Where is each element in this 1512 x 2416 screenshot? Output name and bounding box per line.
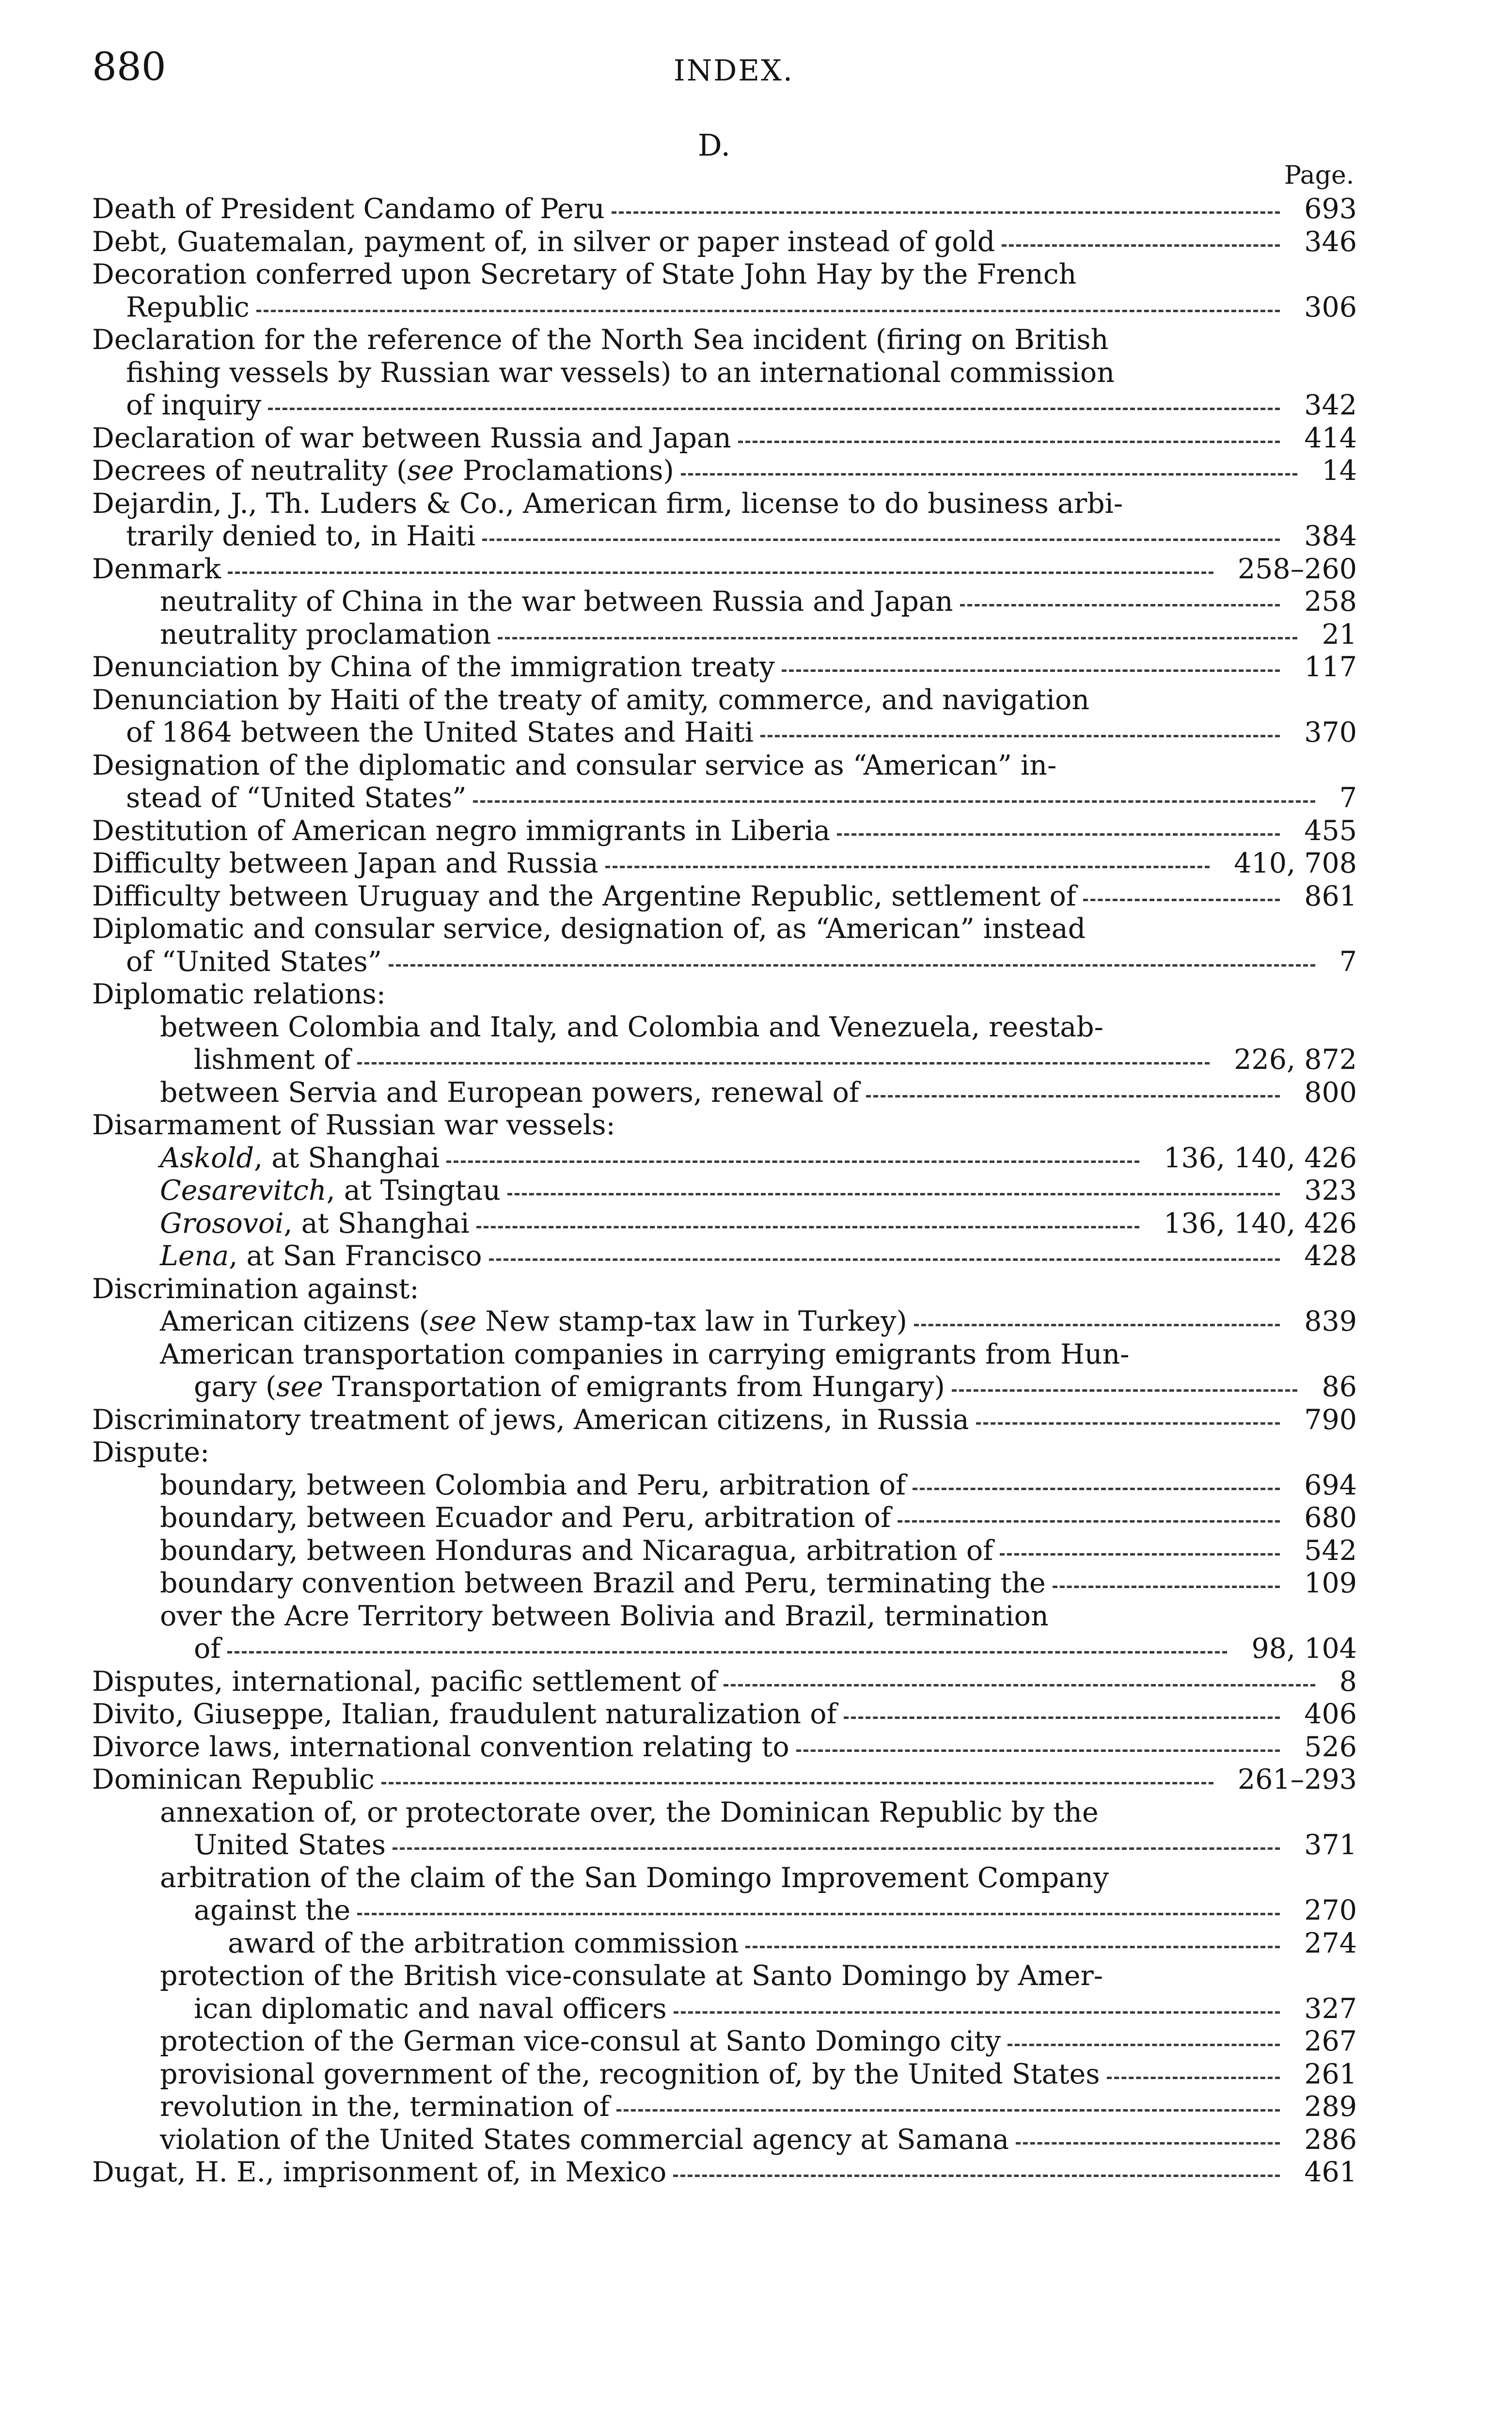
page-reference: 289: [1304, 2091, 1357, 2123]
entry-text: United States: [194, 1829, 386, 1861]
dot-leader: [357, 1913, 1280, 1915]
index-line: [92, 1044, 1357, 1077]
index-line: [92, 1142, 1357, 1175]
index-line: [92, 1666, 1357, 1699]
index-line: [92, 1469, 1357, 1502]
index-line: [92, 1862, 1357, 1895]
page-reference: 542: [1304, 1534, 1357, 1567]
page-reference: 410, 708: [1234, 847, 1357, 879]
page-reference: 790: [1304, 1403, 1357, 1436]
dot-leader: [1016, 2142, 1280, 2145]
entry-text: Death of President Candamo of Peru: [92, 193, 605, 225]
entry-text: revolution in the, termination of: [160, 2091, 610, 2123]
entry-text: Discrimination against:: [92, 1272, 419, 1305]
entry-text: protection of the British vice-consulate at Santo Domingo by Amer-: [160, 1960, 1103, 1992]
entry-text: between Colombia and Italy, and Colombia and Venezuela, reestab-: [160, 1011, 1103, 1043]
dot-leader: [393, 1847, 1280, 1850]
entry-text: Decrees of neutrality (see Proclamations): [92, 455, 674, 487]
dot-leader: [796, 1749, 1280, 1752]
dot-leader: [612, 211, 1280, 214]
index-line: [92, 880, 1357, 913]
dot-leader: [976, 1422, 1280, 1425]
index-line: [92, 193, 1357, 226]
entry-text: Cesarevitch, at Tsingtau: [160, 1175, 501, 1207]
index-line: [92, 1011, 1357, 1044]
page-reference: 370: [1304, 716, 1357, 748]
entry-text: boundary, between Colombia and Peru, arbitration of: [160, 1469, 906, 1501]
entry-text: Republic: [126, 291, 250, 323]
index-line: [92, 749, 1357, 782]
entry-text: Grosovoi, at Shanghai: [160, 1207, 470, 1240]
dot-leader: [357, 1062, 1210, 1065]
entry-text: Difficulty between Uruguay and the Argentine Republic, settlement of: [92, 880, 1076, 912]
entry-text: American citizens (see New stamp-tax law in Turkey): [160, 1305, 907, 1337]
page-reference: 267: [1304, 2025, 1357, 2057]
entry-text: Divorce laws, international convention relating to: [92, 1731, 789, 1763]
page-reference: 286: [1304, 2123, 1357, 2156]
dot-leader: [389, 964, 1315, 967]
dot-leader: [268, 408, 1280, 410]
index-line: [92, 1731, 1357, 1764]
page-reference: 861: [1304, 880, 1357, 912]
dot-leader: [738, 441, 1280, 443]
entry-text: stead of “United States”: [126, 782, 467, 814]
index-line: [92, 1960, 1357, 1993]
dot-leader: [498, 637, 1297, 639]
index-line: [92, 684, 1357, 717]
entry-text: boundary, between Honduras and Nicaragua, arbitration of: [160, 1534, 993, 1567]
index-line: [92, 1305, 1357, 1338]
dot-leader: [1107, 2077, 1280, 2079]
entry-text: Denunciation by China of the immigration treaty: [92, 651, 775, 683]
entry-text: Destitution of American negro immigrants in Liberia: [92, 814, 831, 847]
index-line: [92, 455, 1357, 488]
index-line: [92, 946, 1357, 979]
index-line: [92, 1567, 1357, 1600]
entry-text: Declaration of war between Russia and Japan: [92, 422, 731, 454]
entry-text: over the Acre Territory between Bolivia and Brazil, termination: [160, 1600, 1049, 1632]
page-reference: 98, 104: [1251, 1633, 1357, 1665]
page-reference: 86: [1322, 1371, 1357, 1403]
page-reference: 258: [1304, 586, 1357, 618]
page-reference: 327: [1304, 1992, 1357, 2025]
index-line: [92, 1338, 1357, 1371]
dot-leader: [866, 1095, 1280, 1097]
index-line: [92, 1829, 1357, 1862]
index-line: [92, 913, 1357, 946]
entry-text: Difficulty between Japan and Russia: [92, 847, 598, 879]
index-line: [92, 815, 1357, 848]
entry-text: Diplomatic and consular service, designation of, as “American” instead: [92, 913, 1086, 945]
page-reference: 261–293: [1237, 1764, 1357, 1796]
dot-leader: [952, 1389, 1297, 1392]
dot-leader: [489, 1258, 1280, 1261]
page-column-label: Page.: [1284, 161, 1354, 190]
entry-text: Lena, at San Francisco: [160, 1240, 482, 1272]
entry-text: trarily denied to, in Haiti: [126, 520, 476, 552]
entry-text: Divito, Giuseppe, Italian, fraudulent naturalization of: [92, 1698, 837, 1730]
entry-text: Dominican Republic: [92, 1764, 375, 1796]
page-reference: 258–260: [1237, 553, 1357, 585]
index-line: [92, 1208, 1357, 1240]
dot-leader: [605, 866, 1210, 868]
dot-leader: [674, 2011, 1280, 2014]
index-line: [92, 1077, 1357, 1110]
dot-leader: [256, 310, 1280, 312]
index-line: [92, 1633, 1357, 1666]
index-line: [92, 2091, 1357, 2124]
entry-text: violation of the United States commercial agency at Samana: [160, 2123, 1009, 2156]
index-line: [92, 1109, 1357, 1142]
dot-leader: [960, 604, 1280, 606]
index-line: [92, 716, 1357, 749]
index-line: [92, 1175, 1357, 1208]
entry-text: Diplomatic relations:: [92, 978, 386, 1010]
page-reference: 384: [1304, 520, 1357, 552]
entry-text: neutrality proclamation: [160, 618, 491, 651]
index-line: [92, 1764, 1357, 1796]
running-title: INDEX.: [674, 54, 794, 88]
dot-leader: [616, 2109, 1280, 2112]
entry-text: of “United States”: [126, 945, 382, 978]
entry-text: of inquiry: [126, 389, 262, 421]
entry-text: boundary convention between Brazil and Peru, terminating the: [160, 1567, 1046, 1599]
index-line: [92, 357, 1357, 390]
entry-text: against the: [194, 1894, 351, 1926]
entry-text: Discriminatory treatment of jews, American citizens, in Russia: [92, 1403, 969, 1436]
index-entries: [92, 193, 1357, 2189]
index-line: [92, 291, 1357, 324]
dot-leader: [473, 800, 1315, 803]
page-reference: 136, 140, 426: [1164, 1207, 1357, 1240]
page-reference: 414: [1304, 422, 1357, 454]
index-line: [92, 488, 1357, 521]
dot-leader: [837, 833, 1280, 836]
index-line: [92, 2156, 1357, 2189]
entry-text: of: [194, 1633, 221, 1665]
dot-leader: [1002, 244, 1280, 247]
entry-text: Askold, at Shanghai: [160, 1142, 440, 1174]
index-line: [92, 1371, 1357, 1404]
entry-text: protection of the German vice-consul at Santo Domingo city: [160, 2025, 1001, 2057]
page-header: [92, 43, 1357, 96]
index-line: [92, 1436, 1357, 1469]
page-reference: 306: [1304, 291, 1357, 323]
index-line: [92, 1894, 1357, 1927]
page-reference: 117: [1304, 651, 1357, 683]
dot-leader: [446, 1160, 1139, 1163]
page-reference: 7: [1339, 945, 1357, 978]
dot-leader: [381, 1782, 1213, 1784]
dot-leader: [228, 572, 1213, 574]
page-reference: 226, 872: [1234, 1044, 1357, 1076]
entry-text: lishment of: [194, 1044, 351, 1076]
page-reference: 406: [1304, 1698, 1357, 1730]
index-line: [92, 1535, 1357, 1568]
page-reference: 428: [1304, 1240, 1357, 1272]
dot-leader: [914, 1324, 1280, 1326]
index-line: [92, 1404, 1357, 1437]
dot-leader: [227, 1651, 1227, 1653]
entry-text: Dugat, H. E., imprisonment of, in Mexico: [92, 2156, 667, 2188]
dot-leader: [681, 473, 1297, 476]
page-reference: 342: [1304, 389, 1357, 421]
index-line: [92, 324, 1357, 357]
entry-text: annexation of, or protectorate over, the Dominican Republic by the: [160, 1796, 1099, 1828]
dot-leader: [482, 539, 1280, 541]
index-line: [92, 1698, 1357, 1731]
entry-text: American transportation companies in carrying emigrants from Hun-: [160, 1338, 1130, 1370]
dot-leader: [1083, 899, 1280, 901]
index-line: [92, 2025, 1357, 2058]
dot-leader: [507, 1193, 1280, 1195]
index-line: [92, 2058, 1357, 2091]
index-line: [92, 1927, 1357, 1960]
entry-text: boundary, between Ecuador and Peru, arbitration of: [160, 1502, 891, 1534]
dot-leader: [760, 735, 1280, 737]
entry-text: Disputes, international, pacific settlement of: [92, 1665, 717, 1698]
entry-text: Debt, Guatemalan, payment of, in silver or paper instead of gold: [92, 225, 995, 258]
dot-leader: [1000, 1553, 1280, 1556]
section-letter: D.: [698, 127, 731, 163]
entry-text: arbitration of the claim of the San Domingo Improvement Company: [160, 1861, 1109, 1894]
page-reference: 346: [1304, 225, 1357, 258]
index-line: [92, 389, 1357, 422]
entry-text: neutrality of China in the war between Russia and Japan: [160, 586, 953, 618]
entry-text: of 1864 between the United States and Haiti: [126, 716, 754, 748]
index-line: [92, 651, 1357, 684]
page-reference: 21: [1322, 618, 1357, 651]
page-reference: 7: [1339, 782, 1357, 814]
index-line: [92, 978, 1357, 1011]
page-reference: 323: [1304, 1175, 1357, 1207]
page-reference: 14: [1322, 455, 1357, 487]
entry-text: award of the arbitration commission: [228, 1927, 739, 1959]
entry-text: Denmark: [92, 553, 221, 585]
entry-text: Dispute:: [92, 1436, 210, 1468]
page-reference: 136, 140, 426: [1164, 1142, 1357, 1174]
entry-text: provisional government of the, recognition of, by the United States: [160, 2058, 1100, 2090]
index-line: [92, 226, 1357, 259]
dot-leader: [913, 1488, 1280, 1490]
entry-text: Decoration conferred upon Secretary of State John Hay by the French: [92, 258, 1077, 290]
page-reference: 693: [1304, 193, 1357, 225]
dot-leader: [724, 1684, 1315, 1686]
index-line: [92, 258, 1357, 291]
index-line: [92, 1273, 1357, 1306]
entry-text: Disarmament of Russian war vessels:: [92, 1109, 615, 1141]
index-line: [92, 422, 1357, 455]
page-reference: 839: [1304, 1305, 1357, 1337]
entry-text: Declaration for the reference of the North Sea incident (firing on British: [92, 324, 1109, 356]
index-line: [92, 586, 1357, 619]
entry-text: gary (see Transportation of emigrants from Hungary): [194, 1371, 945, 1403]
entry-text: ican diplomatic and naval officers: [194, 1992, 667, 2025]
dot-leader: [782, 669, 1280, 672]
entry-text: between Servia and European powers, renewal of: [160, 1076, 860, 1109]
index-line: [92, 1993, 1357, 2026]
page-reference: 694: [1304, 1469, 1357, 1501]
dot-leader: [898, 1520, 1280, 1523]
dot-leader: [844, 1717, 1280, 1719]
page-reference: 680: [1304, 1502, 1357, 1534]
page-reference: 109: [1304, 1567, 1357, 1599]
page-reference: 371: [1304, 1829, 1357, 1861]
entry-text: Designation of the diplomatic and consular service as “American” in-: [92, 749, 1057, 781]
page-reference: 455: [1304, 814, 1357, 847]
index-line: [92, 2124, 1357, 2157]
page-reference: 8: [1339, 1665, 1357, 1698]
dot-leader: [1008, 2044, 1280, 2046]
index-line: [92, 1600, 1357, 1633]
page-reference: 261: [1304, 2058, 1357, 2090]
index-line: [92, 847, 1357, 880]
page-reference: 526: [1304, 1731, 1357, 1763]
index-line: [92, 1502, 1357, 1535]
index-line: [92, 553, 1357, 586]
dot-leader: [476, 1226, 1139, 1228]
page-reference: 274: [1304, 1927, 1357, 1959]
dot-leader: [1053, 1586, 1280, 1588]
page-reference: 800: [1304, 1076, 1357, 1109]
index-line: [92, 1796, 1357, 1829]
page-reference: 270: [1304, 1894, 1357, 1926]
entry-text: Dejardin, J., Th. Luders & Co., American firm, license to do business arbi-: [92, 487, 1123, 520]
index-line: [92, 1240, 1357, 1273]
index-line: [92, 520, 1357, 553]
dot-leader: [745, 1946, 1280, 1948]
dot-leader: [673, 2175, 1280, 2177]
index-line: [92, 619, 1357, 652]
entry-text: Denunciation by Haiti of the treaty of amity, commerce, and navigation: [92, 683, 1089, 716]
page-reference: 461: [1304, 2156, 1357, 2188]
page-number: 880: [92, 44, 166, 89]
entry-text: fishing vessels by Russian war vessels) to an international commission: [126, 356, 1115, 389]
index-line: [92, 782, 1357, 815]
